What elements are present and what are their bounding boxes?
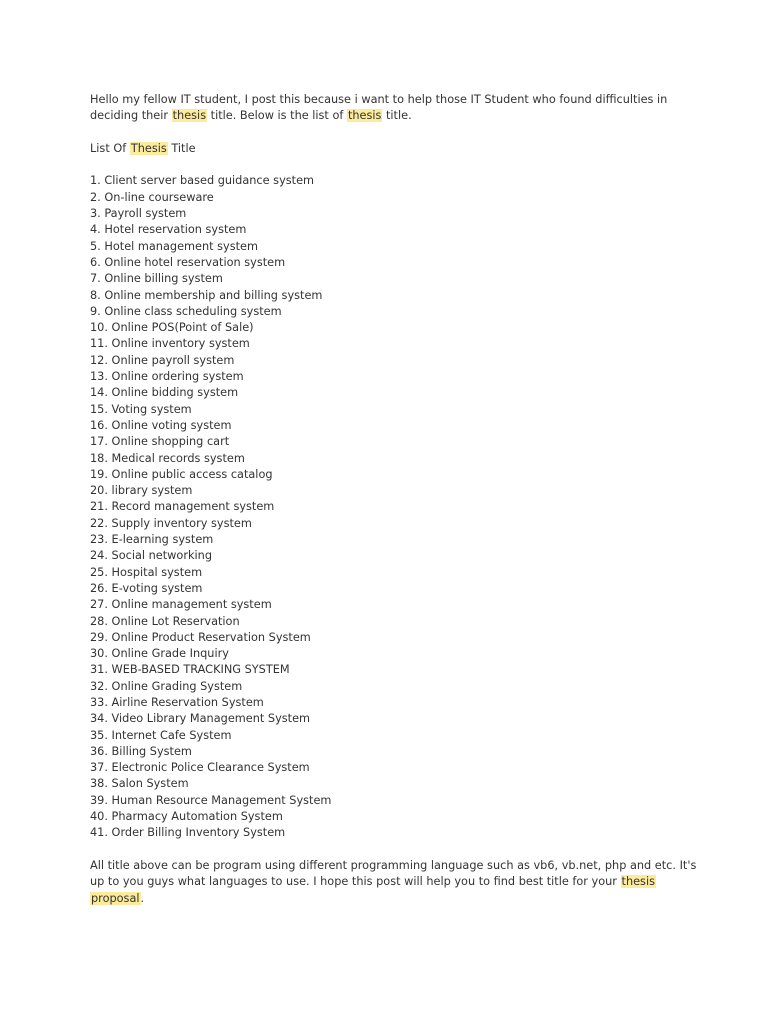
list-item: 34. Video Library Management System [90,712,311,726]
list-item: 6. Online hotel reservation system [90,255,286,269]
list-item: 23. E-learning system [90,533,214,547]
highlighted-keyword: thesis [347,109,382,123]
list-item: 36. Billing System [90,744,192,758]
list-item: 28. Online Lot Reservation [90,614,240,628]
list-item: 22. Supply inventory system [90,516,252,530]
highlighted-keyword: thesis [621,875,655,889]
list-item: 31. WEB-BASED TRACKING SYSTEM [90,663,290,677]
closing-text-2: . [140,891,145,905]
list-item: 27. Online management system [90,598,272,612]
closing-text-1: All title above can be program using different programming language such as vb6, vb.net, php and etc. It's up to you guys what languages to use. I hope this post will help you to find best title for your [90,858,697,889]
list-item: 29. Online Product Reservation System [90,630,311,644]
list-item: 25. Hospital system [90,565,203,579]
intro-text-3: title. [382,109,412,123]
thesis-title-list [90,173,708,841]
highlighted-keyword: proposal [91,891,140,905]
list-item: 1. Client server based guidance system [90,174,315,188]
list-item: 20. library system [90,484,193,498]
list-heading-text-1: List Of [90,141,130,155]
highlighted-keyword: Thesis [130,141,167,155]
list-item: 4. Hotel reservation system [90,223,247,237]
list-item: 3. Payroll system [90,207,187,221]
list-item: 2. On-line courseware [90,190,214,204]
list-item: 13. Online ordering system [90,370,244,384]
list-item: 14. Online bidding system [90,386,239,400]
list-item: 24. Social networking [90,549,212,563]
list-item: 35. Internet Cafe System [90,728,232,742]
intro-text-1: Hello my fellow IT student, I post this because i want to help those IT Student who found difficulties in deciding their [90,93,668,123]
list-item: 9. Online class scheduling system [90,304,282,318]
list-item: 10. Online POS(Point of Sale) [90,321,254,335]
list-item: 40. Pharmacy Automation System [90,810,283,824]
closing-paragraph [90,858,708,907]
list-item: 15. Voting system [90,402,192,416]
list-item: 33. Airline Reservation System [90,695,264,709]
list-heading [90,141,708,157]
list-item: 21. Record management system [90,500,275,514]
intro-text-2: title. Below is the list of [207,109,347,123]
list-item: 7. Online billing system [90,272,223,286]
list-item: 39. Human Resource Management System [90,793,332,807]
list-item: 16. Online voting system [90,418,232,432]
list-item: 41. Order Billing Inventory System [90,826,286,840]
intro-paragraph [90,92,708,125]
list-item: 11. Online inventory system [90,337,250,351]
list-item: 38. Salon System [90,777,189,791]
list-item: 8. Online membership and billing system [90,288,323,302]
list-item: 18. Medical records system [90,451,245,465]
list-item: 32. Online Grading System [90,679,243,693]
list-item: 12. Online payroll system [90,353,235,367]
list-item: 30. Online Grade Inquiry [90,647,229,661]
list-item: 37. Electronic Police Clearance System [90,761,310,775]
list-item: 26. E-voting system [90,581,203,595]
highlighted-keyword: thesis [172,109,207,123]
list-item: 17. Online shopping cart [90,435,230,449]
list-heading-text-2: Title [167,141,196,155]
list-item: 19. Online public access catalog [90,467,273,481]
list-item: 5. Hotel management system [90,239,258,253]
